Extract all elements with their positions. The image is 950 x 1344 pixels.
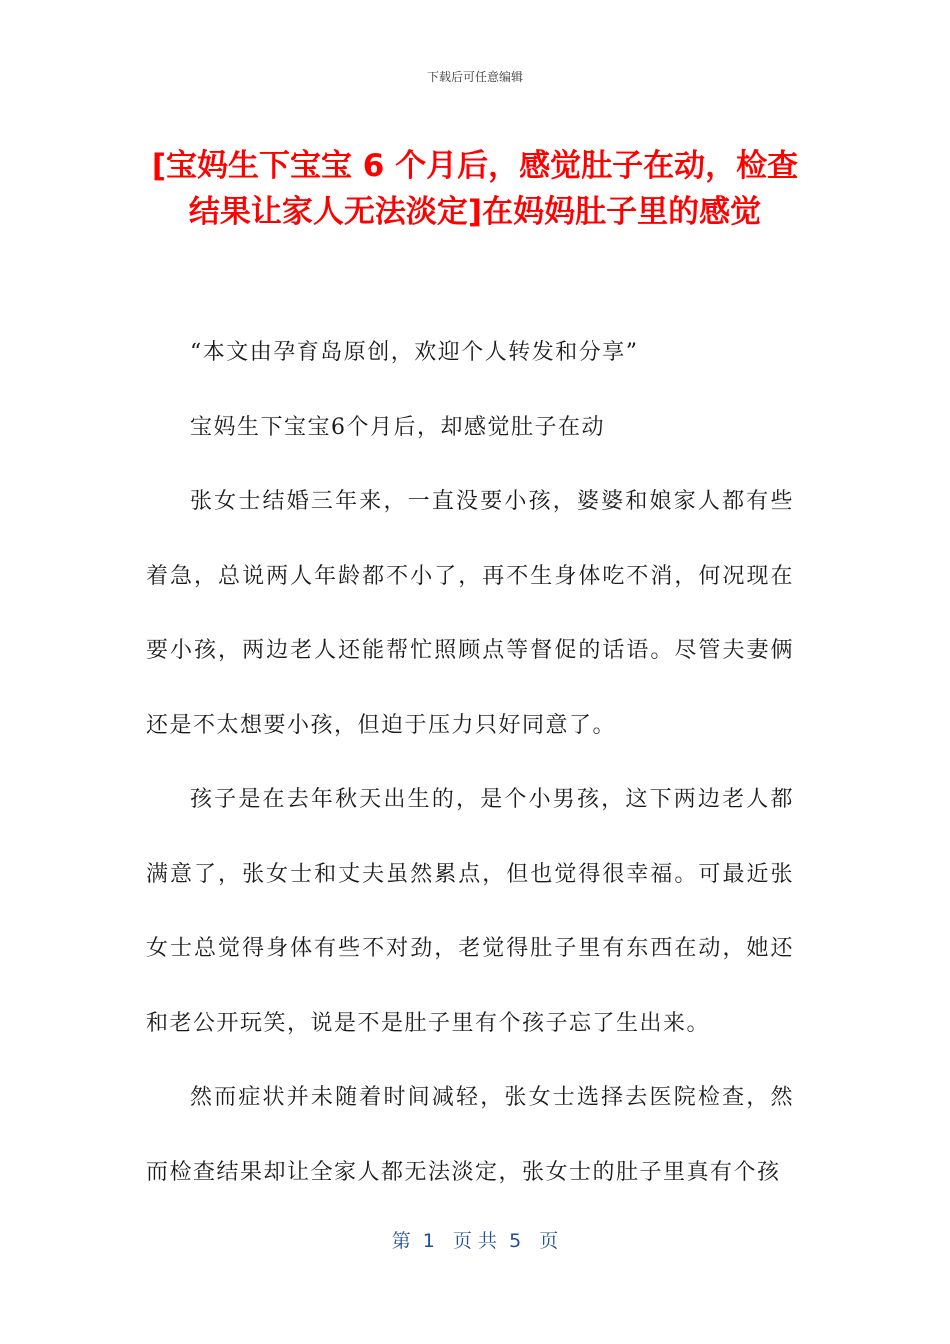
document-title: [宝妈生下宝宝 6 个月后，感觉肚子在动，检查结果让家人无法淡定]在妈妈肚子里的感觉 [151, 148, 799, 230]
paragraph-credit: “本文由孕育岛原创，欢迎个人转发和分享” [190, 340, 639, 365]
document-body [146, 316, 794, 1210]
page-number-footer: 第 1 页 共 5 页 [391, 1230, 559, 1252]
header-note: 下载后可任意编辑 [426, 70, 523, 84]
paragraph-subheading: 宝妈生下宝宝6个月后，却感觉肚子在动 [190, 414, 605, 440]
paragraph-3: 然而症状并未随着时间减轻，张女士选择去医院检查，然而检查结果却让全家人都无法淡定，张女士的肚子里真有个孩 [146, 1085, 794, 1185]
paragraph-1: 张女士结婚三年来，一直没要小孩，婆婆和娘家人都有些着急，总说两人年龄都不小了，再不生身体吃不消，何况现在要小孩，两边老人还能帮忙照顾点等督促的话语。尽管夫妻俩还是不太想要小孩，但迫于压力只好同意了。 [146, 489, 794, 738]
paragraph-2: 孩子是在去年秋天出生的，是个小男孩，这下两边老人都满意了，张女士和丈夫虽然累点，但也觉得很幸福。可最近张女士总觉得身体有些不对劲，老觉得肚子里有东西在动，她还和老公开玩笑，说是不是肚子里有个孩子忘了生出来。 [146, 787, 794, 1036]
